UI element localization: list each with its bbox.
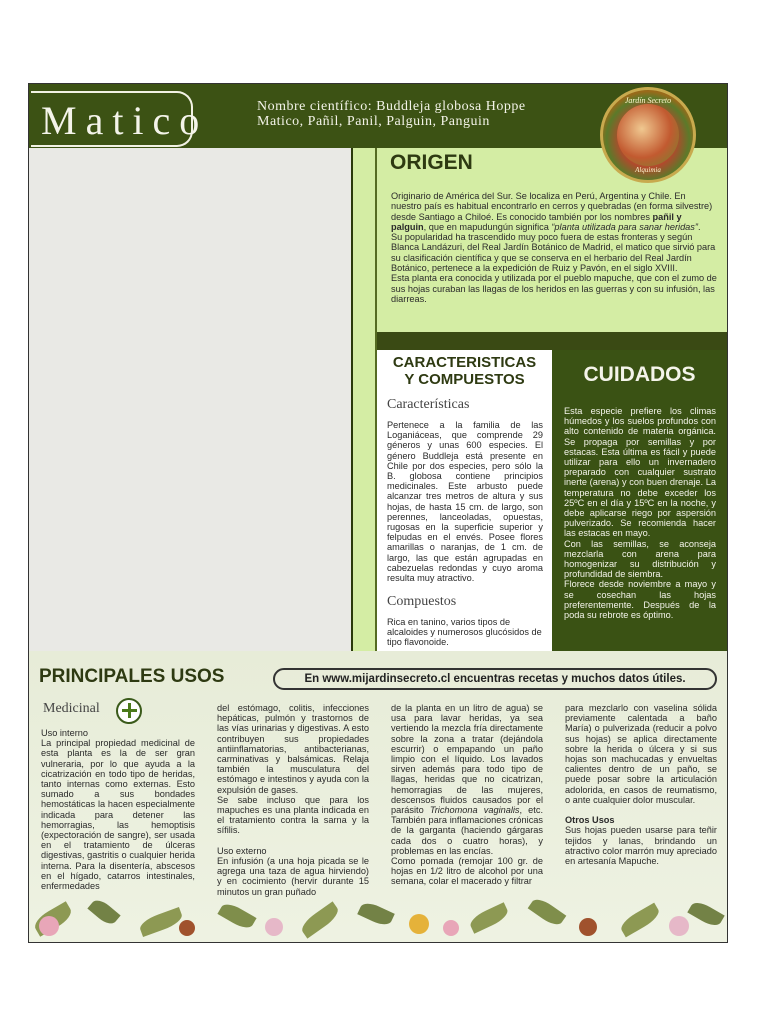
cuidados-p1: Esta especie prefiere los climas húmedos y los suelos profundos con alto contenido de materia orgánica. Se propaga por semillas y por estacas. Esta última es fácil y puede utilizar para ello un invernadero preparado con cualquier sustrato inerte (arena) y con buen drenaje. La temperatura no debe exceder los 25ºC en el día y 15ºC en la noche, y debe aplicarse riego por aspersión pulverizado. Se recomienda hacer las estacas en mayo. — [564, 406, 716, 539]
uso-externo-subheading: Uso externo — [217, 845, 267, 856]
usos-column-2 — [217, 703, 369, 897]
leaf-decoration — [217, 900, 256, 932]
page-title: Matico — [41, 98, 209, 143]
logo-bottom-text: Alquimia — [635, 166, 661, 174]
usos-column-1 — [41, 728, 195, 891]
flower-decoration — [179, 920, 195, 936]
compuestos-text: Rica en tanino, varios tipos de alcaloides y numerosos glucósidos de tipo flavonoide. — [387, 617, 542, 648]
usos-col2a-text: del estómago, colitis, infecciones hepáticas, pulmón y trastornos de las vías urinarias y digestivas. A esto contribuyen sus propiedades antiinflamatorias, antibacterianas, carminativas y balsámicas. Relaja también la musculatura del estómago e intestinos y ayuda con la expulsión de gases. — [217, 703, 369, 795]
plant-photo-area — [29, 148, 352, 651]
cuidados-section — [552, 350, 727, 651]
origen-p1e: . — [697, 221, 701, 232]
cuidados-heading: CUIDADOS — [583, 363, 696, 386]
caracteristicas-heading-line2: Y COMPUESTOS — [404, 371, 525, 388]
jardin-secreto-logo — [600, 87, 696, 183]
divider-stripe — [353, 148, 375, 651]
leaf-decoration — [138, 907, 185, 937]
caracteristicas-subheading: Características — [387, 397, 470, 412]
flower-decoration — [409, 914, 429, 934]
decorative-plants-border — [29, 884, 727, 942]
leaf-decoration — [298, 901, 342, 938]
medical-cross-icon — [116, 698, 142, 724]
title-frame — [31, 91, 209, 147]
principales-usos-section — [29, 651, 727, 942]
document-sheet — [28, 83, 728, 943]
origen-p1b: pañil y palguin — [391, 211, 682, 232]
uso-interno-subheading: Uso interno — [41, 728, 88, 738]
origen-p1d: “planta utilizada para sanar heridas” — [551, 221, 698, 232]
usos-heading: PRINCIPALES USOS — [39, 666, 225, 687]
origen-section — [377, 148, 727, 332]
leaf-decoration — [87, 896, 120, 928]
usos-col3c-text: Como pomada (remojar 100 gr. de hojas en 1/2 litro de alcohol por una semana, colar el macerado y filtrar — [391, 856, 543, 887]
usos-column-4 — [565, 703, 717, 866]
section-divider-bar — [377, 332, 727, 350]
cuidados-p3: Florece desde noviembre a mayo y se cosechan las hojas preferentemente. Después de la poda su rebrote es óptimo. — [564, 579, 716, 621]
logo-emblem — [617, 104, 679, 166]
leaf-decoration — [618, 903, 662, 938]
usos-col1-text: La principal propiedad medicinal de esta planta es la de ser gran vulneraria, por lo que ayuda a la cicatrización en todo tipo de heridas, tanto internas como externas. Esto sumado a sus bondades hemostáticas la hacen especialmente indicada para detener las hemorragias, las hemoptisis (expectoración de sangre), ser usada en el tratamiento de úlceras digestivas, gastritis o cualquier herida interna. Para la disentería, abscesos en el hígado, catarros intestinales, enfermedades — [41, 738, 195, 892]
scientific-name: Nombre científico: Buddleja globosa Hoppe — [257, 99, 526, 114]
logo-top-text: Jardín Secreto — [624, 96, 672, 105]
cuidados-p2: Con las semillas, se aconseja mezclarla con arena para homogenizar su distribución y profundidad de siembra. — [564, 538, 716, 580]
flower-decoration — [579, 918, 597, 936]
leaf-decoration — [528, 895, 567, 929]
compuestos-subheading: Compuestos — [387, 594, 457, 609]
origen-heading: ORIGEN — [390, 151, 473, 174]
scientific-name-block — [257, 99, 526, 129]
cuidados-text — [564, 406, 716, 620]
usos-col2b-text: Se sabe incluso que para los mapuches es una planta indicada en el tratamiento contra la sarna y la sífilis. — [217, 794, 369, 836]
caracteristicas-section — [377, 350, 552, 651]
usos-col4b-text: Sus hojas pueden usarse para teñir tejidos y lanas, brindando un atractivo color marrón muy apreciado en artesanía Mapuche. — [565, 825, 717, 867]
leaf-decoration — [687, 899, 724, 930]
otros-usos-subheading: Otros Usos — [565, 815, 615, 826]
flower-decoration — [265, 918, 283, 936]
leaf-decoration — [357, 900, 395, 929]
origen-text — [391, 191, 717, 304]
medicinal-label: Medicinal — [43, 701, 100, 716]
common-names: Matico, Pañil, Panil, Palguin, Panguin — [257, 114, 490, 129]
origen-p2: Su popularidad ha trascendido muy poco fuera de estas fronteras y según Blanca Landázuri, del Real Jardín Botánico de Madrid, el matico que sirvió para su clasificación científica y que se conserva en el herbario del Real Jardín Botánico, pertenece a la expedición de Ruiz y Pavón, en el siglo XVIII. — [391, 232, 716, 274]
flower-decoration — [669, 916, 689, 936]
usos-col3b-text: , etc. También para inflamaciones crónicas de la garganta (haciendo gárgaras cada dos o cuatro horas), y problemas en las encías. — [391, 805, 543, 856]
leaf-decoration — [467, 902, 510, 933]
caracteristicas-text: Pertenece a la familia de las Loganiáceas, que comprende 29 géneros y unas 600 especies. El género Buddleja está presente en Chile por dos especies, pero sólo la B. globosa contiene principios medicinales. Este arbusto puede alcanzar tres metros de altura y sus hojas, de hasta 15 cm. de largo, son perennes, lanceoladas, opuestas, rugosas en la superficie superior y felpudas en el envés. Posee flores amarillas o naranjas, de 1 cm. de largo, las que están agrupadas en cabezuelas redondas y cuyo aroma resulta muy atractivo. — [387, 420, 543, 584]
origen-p1a: Originario de América del Sur. Se localiza en Perú, Argentina y Chile. En nuestro país es habitual encontrarlo en cerros y quebradas (en forma silvestre) desde Santiago a Chiloé. Es conocido también por los nombres — [391, 191, 713, 222]
usos-col3a-text: de la planta en un litro de agua) se usa para lavar heridas, ya sea vertiendo la mezcla fría directamente sobre la zona a tratar (dejándola escurrir) o empapando un paño limpio con el líquido. Los lavados sirven además para todo tipo de llagas, heridas que no cicatrizan, hemorragias de las mujeres, descensos fluidos causados por el parásito — [391, 703, 543, 816]
origen-p1c: , que en mapudungún significa — [423, 221, 552, 232]
flower-decoration — [39, 916, 59, 936]
usos-col3-italic: Trichomona vaginalis — [429, 805, 520, 816]
usos-col2c-text: En infusión (a una hoja picada se le agrega una taza de agua hirviendo) y en cocimiento (hervir durante 15 minutos un gran puñado — [217, 856, 369, 897]
flower-decoration — [443, 920, 459, 936]
website-promo-banner[interactable]: En www.mijardinsecreto.cl encuentras recetas y muchos datos útiles. — [273, 668, 717, 690]
origen-p3: Esta planta era conocida y utilizada por el pueblo mapuche, que con el zumo de sus hojas curaban las llagas de los heridos en las guerras y con su infusión, las diarreas. — [391, 273, 717, 304]
usos-column-3 — [391, 703, 543, 887]
caracteristicas-heading-line1: CARACTERISTICAS — [392, 354, 537, 371]
caracteristicas-heading — [377, 354, 552, 388]
usos-col4a-text: para mezclarlo con vaselina sólida previamente calentada a baño María) o pulverizada (reducir a polvo sus hojas) se aplica directamente sobre la herida o úlcera y si sus hojas son machucadas y envueltas calientes dentro de un paño, se puede posar sobre la articulación adolorida, en casos de reumatismo, o ante cualquier dolor muscular. — [565, 703, 717, 805]
